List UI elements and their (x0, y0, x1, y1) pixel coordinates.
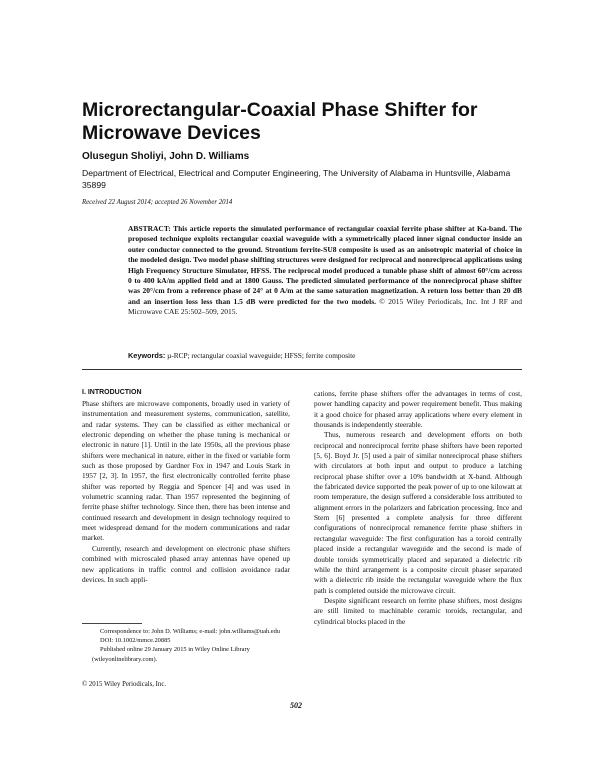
keywords-label: Keywords: (128, 351, 166, 360)
section-heading: I. INTRODUCTION (82, 389, 142, 396)
footnote-correspondence: Correspondence to: John D. Williams; e-mail: john.williams@uah.edu (100, 628, 280, 635)
keywords (128, 351, 522, 360)
keywords-text: µ-RCP; rectangular coaxial waveguide; HFSS; ferrite composite (165, 351, 356, 360)
abstract (128, 224, 522, 318)
footnote-published: Published online 29 January 2015 in Wiley Online Library (wileyonlinelibrary.com). (92, 646, 250, 663)
paragraph: Thus, numerous research and development efforts on both reciprocal and nonreciprocal ferrite phase shifters have been reported [5, 6]. Boyd Jr. [5] used a pair of similar nonreciprocal phase shifters with circulators at both input and output to produce a latching reciprocal phase shifter over a 10% bandwidth at X-band. Although the fabricated device supported the peak power of up to one kilowatt at room temperature, the design suffered a considerable loss attributed to alignment errors in the polarizers and fabrication processing. Ince and Stern [6] presented a complete analysis for three different configurations of nonreciprocal remanence ferrite phase shifters in rectangular waveguide: The first configuration has a toroid centrally placed inside a rectangular waveguide and the second is made of double toroids symmetrically placed and separated a dielectric rib while the third arrangement is a composite circuit phaser separated with a dielectric rib inside the rectangular waveguide where the flux path is completed outside the microwave circuit. (314, 430, 522, 595)
column-right (314, 389, 522, 627)
paragraph: Despite significant research on ferrite phase shifters, most designs are still limited to machinable ceramic toroids, rectangular, and cylindrical blocks placed in the (314, 595, 522, 626)
column-left (82, 399, 290, 585)
abstract-label: ABSTRACT: (128, 224, 171, 233)
affiliation: Department of Electrical, Electrical and Computer Engineering, The University of Alabama in Huntsville, Alabama 35899 (82, 168, 511, 190)
footnote-doi: DOI: 10.1002/mmce.20885 (100, 637, 171, 645)
paragraph: Phase shifters are microwave components, broadly used in variety of instrumentation and measurement systems, communication, satellite, and radar systems. They can be classified as either mechanical or electronic depending on whether the phase tuning is mechanical or electronic in nature [1]. Until in the late 1950s, all the previous phase shifters were mechanical in nature, either in the fixed or variable form such as those proposed by Gardner Fox in 1947 and Louis Stark in 1957 [2, 3]. In 1957, the first electronically controlled ferrite phase shifter was reported by Reggia and Spencer [4] and was used in volumetric scanning radar. Than 1957 represented the beginning of ferrite phase shifter technology. Since then, there has been intense and continued research and development in design technology required to meet widespread demand for the modern communications and radar market. (82, 399, 290, 543)
footnote-divider (82, 623, 142, 624)
abstract-text: This article reports the simulated performance of rectangular coaxial ferrite phase shifter at Ka-band. The proposed technique exploits rectangular coaxial waveguide with a symmetrically placed inner signal conductor inside an outer conductor connected to the ground. Strontium ferrite-SU8 composite is used as an anisotropic material of choice in the modeled design. Two model phase shifting structures were designed for reciprocal and nonreciprocal applications using High Frequency Structure Simulator, HFSS. The reciprocal model produced a tunable phase shift of almost 60°/cm across 0 to 400 kA/m applied field and at 1800 Gauss. The predicted simulated performance of the nonreciprocal phase shifter was 20°/cm from a reference phase of 24° at 0 A/m at the same saturation magnetization. A return loss better than 20 dB and an insertion loss less than 1.5 dB were predicted for the two models. (128, 224, 522, 306)
paragraph: cations, ferrite phase shifters offer the advantages in terms of cost, power handling capacity and power requirement benefit. Thus making it a good choice for phased array applications where every element in thousands is independently steerable. (314, 389, 522, 430)
header-divider (82, 369, 522, 370)
author-list: Olusegun Sholiyi, John D. Williams (82, 151, 250, 162)
copyright: © 2015 Wiley Periodicals, Inc. (82, 681, 167, 688)
abstract-citation: © 2015 Wiley Periodicals, Inc. Int J RF and Microwave CAE 25:502–509, 2015. (128, 296, 522, 317)
page-number: 502 (290, 701, 302, 710)
paragraph: Currently, research and development on electronic phase shifters combined with microscaled phased array antennas have opened up new applications in traffic control and collision avoidance radar devices. In such appli- (82, 543, 290, 584)
article-title: Microrectangular-Coaxial Phase Shifter for Microwave Devices (82, 99, 478, 144)
footnote (92, 627, 290, 664)
received-dates: Received 22 August 2014; accepted 26 November 2014 (82, 199, 233, 206)
